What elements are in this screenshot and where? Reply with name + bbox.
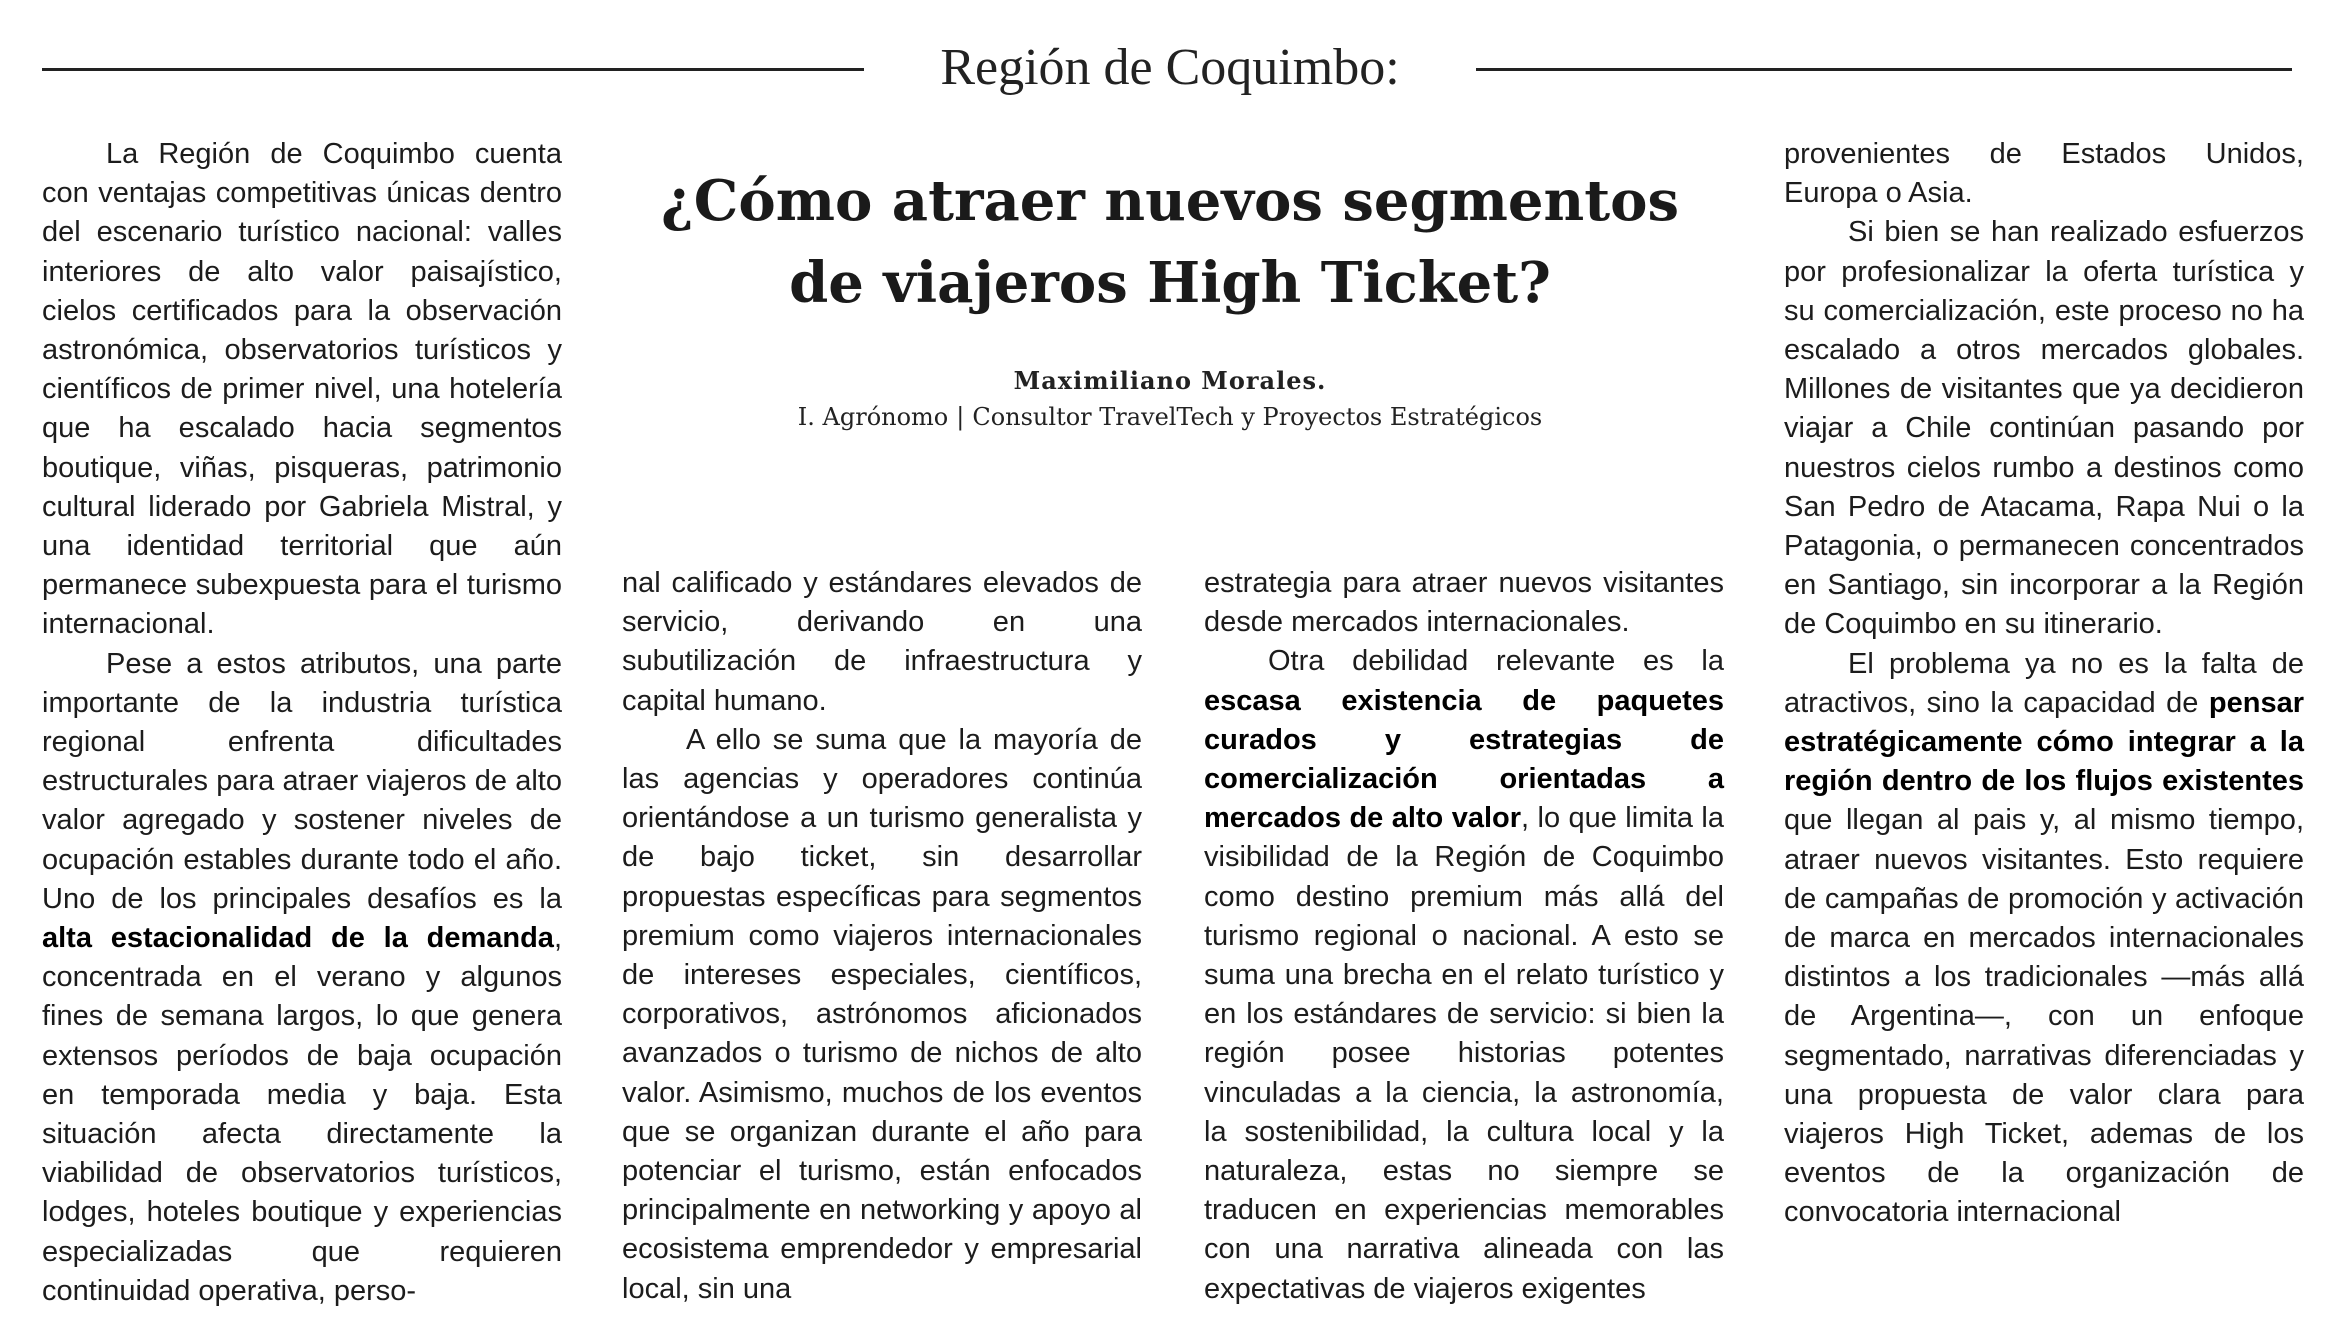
text-span: El problema ya no es la falta de atractivos, sino la capacidad de bbox=[1784, 647, 2304, 719]
header-rule-right bbox=[1476, 68, 2292, 71]
text-span: Otra debilidad relevante es la bbox=[1268, 645, 1724, 678]
text-span: que llegan al pais y, al mismo tiempo, atraer nuevos visitantes. Esto requiere de campañas de promoción y activación de marca en mercados internacionales distintos a los tradicionales —más allá de Argentina—, con un enfoque segmentado, narrativas diferenciadas y una propuesta de valor clara para viajeros High Ticket, ademas de los eventos de la organización de convocatoria internacional bbox=[1784, 804, 2304, 1229]
paragraph bbox=[1784, 645, 2304, 1233]
byline bbox=[620, 362, 1720, 436]
byline-separator: | bbox=[956, 403, 965, 431]
header-rule-left bbox=[42, 68, 864, 71]
bold-emphasis: alta estacionalidad de la demanda bbox=[42, 922, 554, 955]
paragraph bbox=[42, 645, 562, 1311]
paragraph: Si bien se han realizado esfuerzos por profesionalizar la oferta turística y su comercialización, este proceso no ha escalado a otros mercados globales. Millones de visitantes que ya decidieron viajar a Chile continúan pasando por nuestros cielos rumbo a destinos como San Pedro de Atacama, Rapa Nui o la Patagonia, o permanecen concentrados en Santiago, sin incorporar a la Región de Coquimbo en su itinerario. bbox=[1784, 216, 2304, 641]
paragraph: provenientes de Estados Unidos, Europa o Asia. bbox=[1784, 138, 2304, 210]
author-name: Maximiliano Morales. bbox=[1013, 366, 1327, 395]
text-span: , concentrada en el verano y algunos fines de semana largos, lo que genera extensos períodos de baja ocupación en temporada media y baja. Esta situación afecta directamente la viabilidad de observatorios turísticos, lodges, hoteles boutique y experiencias especializadas que requieren continuidad operativa, perso- bbox=[42, 922, 562, 1307]
paragraph bbox=[1204, 642, 1724, 1308]
paragraph: La Región de Coquimbo cuenta con ventajas competitivas únicas dentro del escenario turístico nacional: valles interiores de alto valor paisajístico, cielos certificados para la observación astronómica, observatorios turísticos y científicos de primer nivel, una hotelería que ha escalado hacia segmentos boutique, viñas, pisqueras, patrimonio cultural liderado por Gabriela Mistral, y una identidad territorial que aún permanece subexpuesta para el turismo internacional. bbox=[42, 138, 562, 641]
paragraph: estrategia para atraer nuevos visitantes desde mercados internacionales. bbox=[1204, 567, 1724, 639]
article-column-2 bbox=[622, 564, 1142, 1309]
bold-emphasis: escasa existencia de paquetes curados y estrategias de comercialización orientadas a mercados de alto valor bbox=[1204, 684, 1724, 835]
headline-line-2: de viajeros High Ticket? bbox=[789, 250, 1551, 316]
article-headline bbox=[620, 160, 1720, 324]
author-position: Consultor TravelTech y Proyectos Estratégicos bbox=[972, 403, 1543, 431]
paragraph: nal calificado y estándares elevados de servicio, derivando en una subutilización de infraestructura y capital humano. bbox=[622, 567, 1142, 717]
text-span: , lo que limita la visibilidad de la Región de Coquimbo como destino premium más allá del turismo regional o nacional. A esto se suma una brecha en el relato turístico y en los estándares de servicio: si bien la región posee historias potentes vinculadas a la ciencia, la astronomía, la sostenibilidad, la cultura local y la naturaleza, estas no siempre se traducen en experiencias memorables con una narrativa alineada con las expectativas de viajeros exigentes bbox=[1204, 802, 1724, 1305]
article-column-4 bbox=[1784, 135, 2304, 1233]
article-column-3 bbox=[1204, 564, 1724, 1309]
headline-line-1: ¿Cómo atraer nuevos segmentos bbox=[660, 168, 1680, 234]
text-span: Pese a estos atributos, una parte importante de la industria turística regional enfrenta dificultades estructurales para atraer viajeros de alto valor agregado y sostener niveles de ocupación estables durante todo el año. Uno de los principales desafíos es la bbox=[42, 647, 562, 915]
section-title: Región de Coquimbo: bbox=[940, 39, 1400, 96]
author-credentials bbox=[620, 399, 1720, 436]
author-role: I. Agrónomo bbox=[797, 403, 949, 431]
paragraph: A ello se suma que la mayoría de las agencias y operadores continúa orientándose a un turismo generalista y de bajo ticket, sin desarrollar propuestas específicas para segmentos premium como viajeros internacionales de intereses especiales, científicos, corporativos, astrónomos aficionados avanzados o turismo de nichos de alto valor. Asimismo, muchos de los eventos que se organizan durante el año para potenciar el turismo, están enfocados principalmente en networking y apoyo al ecosistema emprendedor y empresarial local, sin una bbox=[622, 723, 1142, 1305]
bold-emphasis: pensar estratégicamente cómo integrar a la región dentro de los flujos existentes bbox=[1784, 686, 2304, 798]
article-column-1 bbox=[42, 135, 562, 1311]
